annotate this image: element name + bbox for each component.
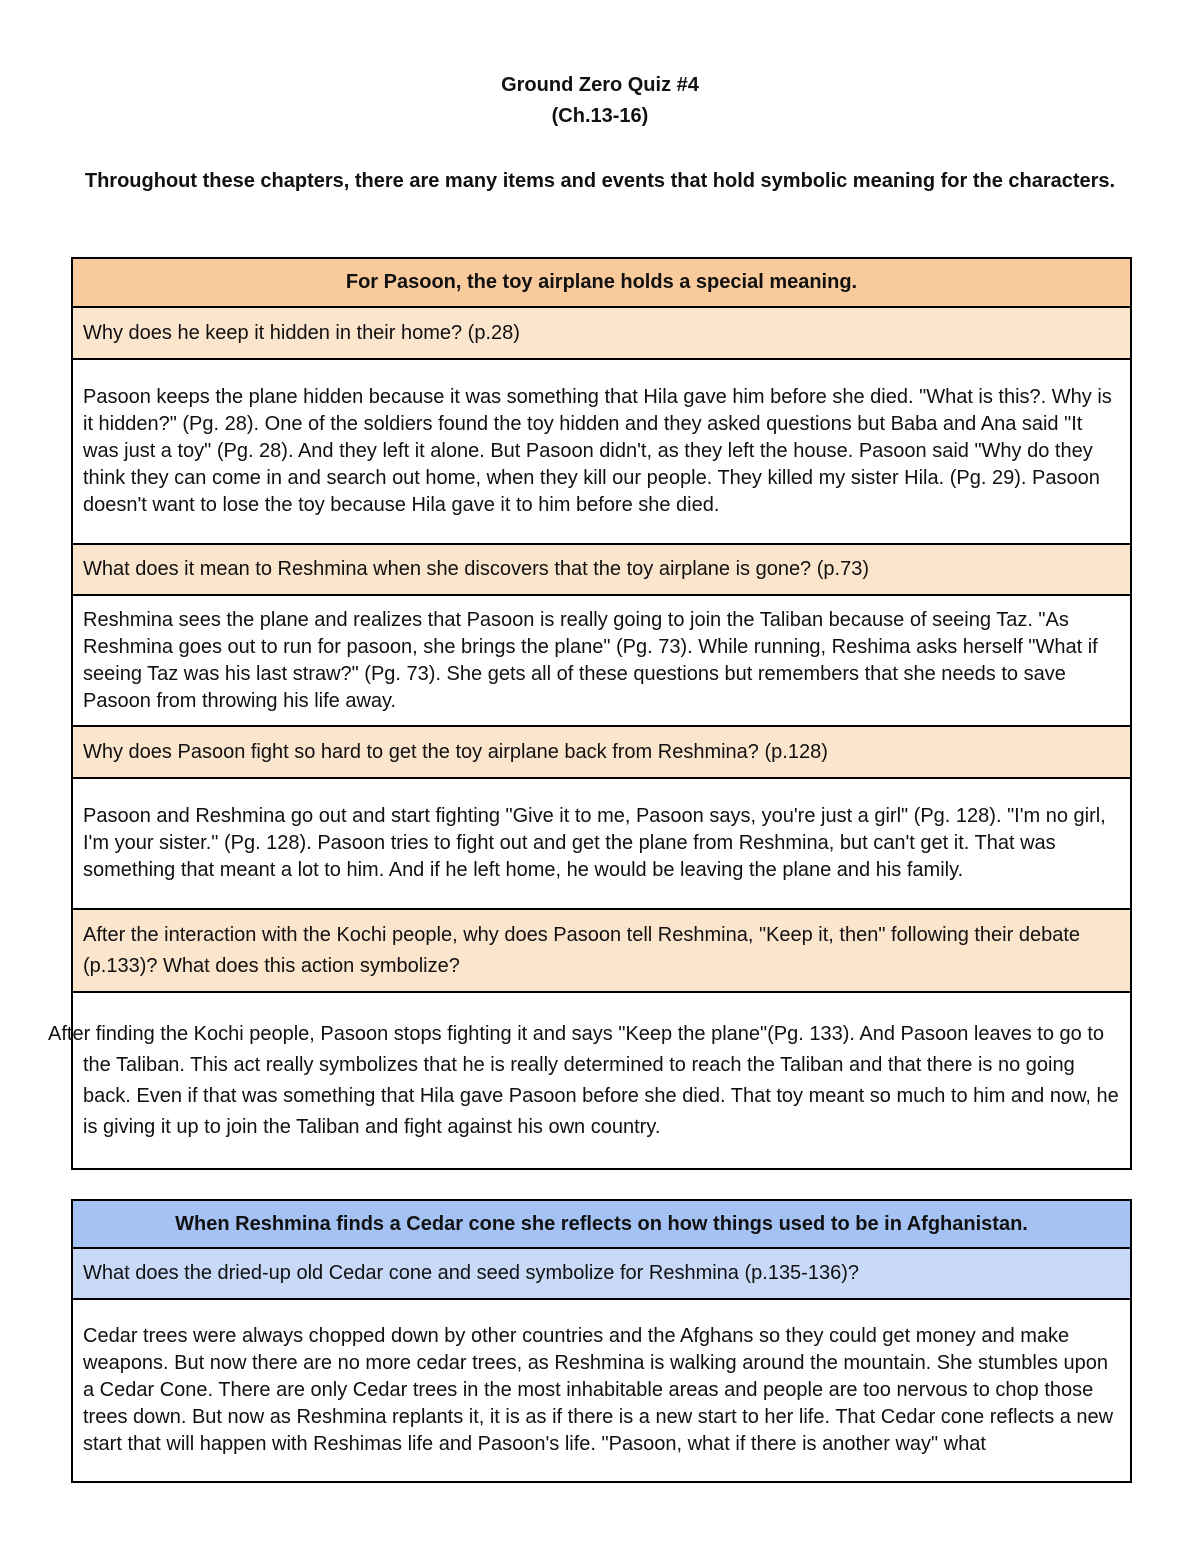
question-cell: Why does he keep it hidden in their home? (p.28) bbox=[72, 307, 1131, 359]
answer-cell: Pasoon keeps the plane hidden because it was something that Hila gave him before she died. "What is this?. Why is it hidden?" (Pg. 28). One of the soldiers found the toy hidden and they asked questions but Baba and Ana said "It was just a toy" (Pg. 28). And they left it alone. But Pasoon didn't, as they left the house. Pasoon said "Why do they think they can come in and search out home, when they kill our people. They killed my sister Hila. (Pg. 29). Pasoon doesn't want to lose the toy because Hila gave it to him before she died. bbox=[72, 359, 1131, 544]
section-heading: For Pasoon, the toy airplane holds a special meaning. bbox=[72, 258, 1131, 307]
question-cell: What does it mean to Reshmina when she discovers that the toy airplane is gone? (p.73) bbox=[72, 544, 1131, 595]
answer-cell: Cedar trees were always chopped down by other countries and the Afghans so they could get money and make weapons. But now there are no more cedar trees, as Reshmina is walking around the mountain. She stumbles upon a Cedar Cone. There are only Cedar trees in the most inhabitable areas and people are too nervous to chop those trees down. But now as Reshmina replants it, it is as if there is a new start to her life. That Cedar cone reflects a new start that will happen with Reshimas life and Pasoon's life. "Pasoon, what if there is another way" what bbox=[72, 1299, 1131, 1482]
answer-cell: Pasoon and Reshmina go out and start fighting "Give it to me, Pasoon says, you're just a girl" (Pg. 128). "I'm no girl, I'm your sister." (Pg. 128). Pasoon tries to fight out and get the plane from Reshmina, but can't get it. That was something that meant a lot to him. And if he left home, he would be leaving the plane and his family. bbox=[72, 778, 1131, 909]
quiz-chapters: (Ch.13-16) bbox=[551, 105, 649, 127]
cedar-cone-table bbox=[71, 1199, 1132, 1483]
answer-cell: After finding the Kochi people, Pasoon stops fighting it and says "Keep the plane"(Pg. 133). And Pasoon leaves to go to the Taliban. This act really symbolizes that he is really determined to reach the Taliban and that there is no going back. Even if that was something that Hila gave Pasoon before she died. That toy meant so much to him and now, he is giving it up to join the Taliban and fight against his own country. bbox=[72, 992, 1131, 1169]
quiz-intro: Throughout these chapters, there are many items and events that hold symbolic meaning for the characters. bbox=[84, 170, 1116, 192]
toy-airplane-table bbox=[48, 257, 1132, 1170]
quiz-title: Ground Zero Quiz #4 bbox=[501, 74, 699, 96]
question-cell: After the interaction with the Kochi people, why does Pasoon tell Reshmina, "Keep it, then" following their debate (p.133)? What does this action symbolize? bbox=[72, 909, 1131, 992]
answer-cell: Reshmina sees the plane and realizes that Pasoon is really going to join the Taliban because of seeing Taz. "As Reshmina goes out to run for pasoon, she brings the plane" (Pg. 73). While running, Reshima asks herself "What if seeing Taz was his last straw?" (Pg. 73). She gets all of these questions but remembers that she needs to save Pasoon from throwing his life away. bbox=[72, 595, 1131, 726]
question-cell: What does the dried-up old Cedar cone and seed symbolize for Reshmina (p.135-136)? bbox=[72, 1248, 1131, 1299]
question-cell: Why does Pasoon fight so hard to get the toy airplane back from Reshmina? (p.128) bbox=[72, 726, 1131, 778]
section-heading: When Reshmina finds a Cedar cone she reflects on how things used to be in Afghanistan. bbox=[72, 1200, 1131, 1248]
